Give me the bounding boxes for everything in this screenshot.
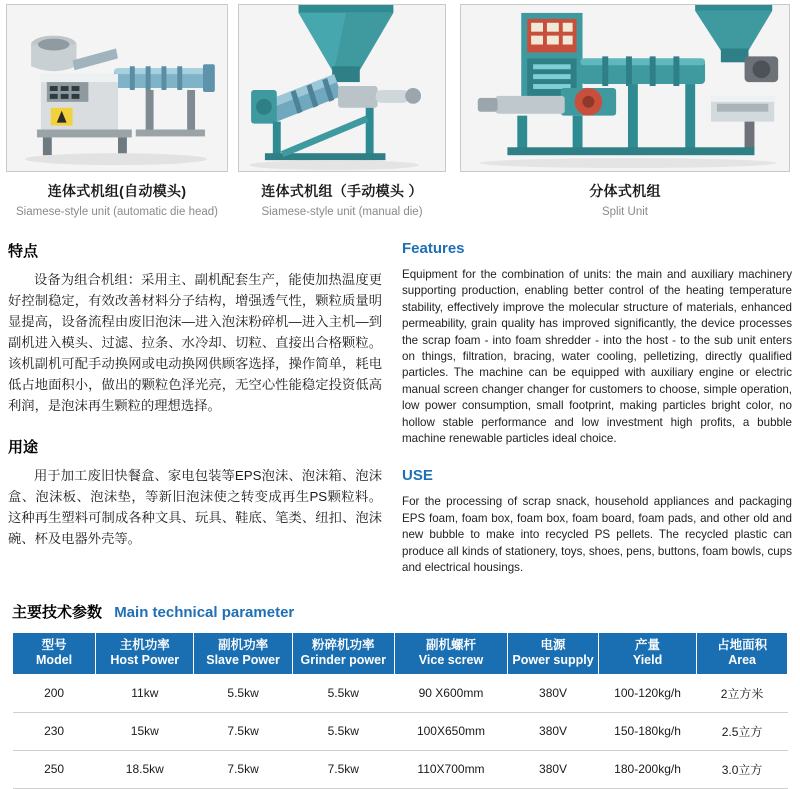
cell-model: 250 [13, 750, 96, 788]
cell-yield: 100-120kg/h [598, 674, 696, 712]
product-caption-cn-2: 连体式机组（手动模头 ） [261, 183, 423, 199]
features-body-en: Equipment for the combination of units: the main and auxiliary machinery supporting production, enabling better control of the heating temperature stability, effectively improve the molecular structure of materials, enhanced permeability, grain quality has improved significantly, the device processes the scrap foam - into foam shredder - into the host - to the sub unit enters on things, filtration, bracing, water cooling, pelletizing, directly qualified particles. The machine can be equipped with auxiliary engine or electric manual screen changer changer for customers to choose, simple operation, low power consumption, small footprint, making particles bright color, no hollow stable performance and low investment high profits, a bubble machine renewable particles ideal choice. [402, 268, 792, 446]
spacer [402, 447, 792, 467]
table-header-grinder-power: 粉碎机功率 Grinder power [292, 632, 394, 674]
parameters-title [12, 601, 800, 622]
table-header-area: 占地面积 Area [697, 632, 788, 674]
table-header-yield: 产量 Yield [598, 632, 696, 674]
cell-power-supply: 380V [508, 750, 599, 788]
cell-host-power: 11kw [96, 674, 194, 712]
product-caption-en-2: Siamese-style unit (manual die) [261, 206, 423, 218]
use-heading-cn: 用途 [8, 439, 39, 456]
product-caption-en-3: Split Unit [601, 206, 649, 218]
product-card-2 [238, 4, 446, 218]
cell-area: 2.5立方 [697, 712, 788, 750]
product-gallery [0, 0, 800, 218]
parameters-title-cn: 主要技术参数 [12, 603, 103, 621]
cell-vice-screw: 110X700mm [394, 750, 507, 788]
table-header-power-supply: 电源 Power supply [508, 632, 599, 674]
cell-grinder-power: 7.5kw [292, 750, 394, 788]
cell-slave-power: 7.5kw [194, 750, 292, 788]
siamese-automatic-die-head-illustration [7, 5, 227, 171]
spacer [8, 416, 382, 436]
cell-slave-power: 7.5kw [194, 712, 292, 750]
use-body-en: For the processing of scrap snack, household appliances and packaging EPS foam, foam box, foam box, foam board, foam pads, and other old and new bubble to make into recycled PS pellets. The recycled plastic can produce all kinds of stationery, toys, shoes, pens, buttons, foam bowls, cups and electrical housings. [402, 495, 792, 575]
cell-slave-power: 5.5kw [194, 674, 292, 712]
cell-yield: 150-180kg/h [598, 712, 696, 750]
cell-grinder-power: 5.5kw [292, 712, 394, 750]
cell-host-power: 18.5kw [96, 750, 194, 788]
siamese-manual-die-illustration [239, 5, 445, 171]
description-columns [0, 240, 800, 577]
table-header-slave-power: 副机功率 Slave Power [194, 632, 292, 674]
cell-vice-screw: 90 X600mm [394, 674, 507, 712]
table-body [13, 674, 788, 788]
table-header-model: 型号 Model [13, 632, 96, 674]
product-photo-2[interactable] [238, 4, 446, 172]
cell-grinder-power: 5.5kw [292, 674, 394, 712]
parameters-title-en: Main technical parameter [114, 603, 295, 621]
english-text-column [400, 240, 792, 577]
cell-model: 200 [13, 674, 96, 712]
cell-power-supply: 380V [508, 712, 599, 750]
features-heading-cn: 特点 [8, 243, 39, 260]
table-header-vice-screw: 副机螺杆 Vice screw [394, 632, 507, 674]
cell-area: 2立方米 [697, 674, 788, 712]
features-body-cn: 设备为组合机组：采用主、副机配套生产，能使加热温度更好控制稳定，有效改善材料分子结构，增强透气性，颗粒质量明显提高，设备流程由废旧泡沫—进入泡沫粉碎机—进入主机—到副机进入模头、过滤、拉条、水冷却、切粒、直接出合格颗粒。该机副机可配手动换网或电动换网供顾客选择，操作简单，耗电低占地面积小，做出的颗粒色泽光亮，无空心性能稳定投资低高利润，是泡沫再生颗粒的理想选择。 [8, 272, 382, 413]
table-header-row [13, 632, 788, 674]
split-unit-illustration [461, 5, 789, 171]
cell-power-supply: 380V [508, 674, 599, 712]
cell-model: 230 [13, 712, 96, 750]
product-caption-cn-3: 分体式机组 [589, 183, 661, 199]
product-caption-cn-1: 连体式机组(自动模头) [47, 183, 187, 199]
use-heading-en: USE [402, 467, 433, 485]
cell-vice-screw: 100X650mm [394, 712, 507, 750]
cell-area: 3.0立方 [697, 750, 788, 788]
chinese-text-column [8, 240, 400, 577]
table-row [13, 674, 788, 712]
cell-yield: 180-200kg/h [598, 750, 696, 788]
cell-host-power: 15kw [96, 712, 194, 750]
use-body-cn: 用于加工废旧快餐盒、家电包装等EPS泡沫、泡沫箱、泡沫盒、泡沫板、泡沫垫，等新旧泡沫使之转变成再生PS颗粒料。这种再生塑料可制成各种文具、玩具、鞋底、笔类、纽扣、泡沫碗、杯及电器外壳等。 [8, 468, 382, 546]
table-header-host-power: 主机功率 Host Power [96, 632, 194, 674]
features-heading-en: Features [402, 240, 465, 257]
product-photo-3[interactable] [460, 4, 790, 172]
product-card-3 [460, 4, 790, 218]
table-row [13, 712, 788, 750]
technical-parameter-table [12, 632, 788, 789]
product-photo-1[interactable] [6, 4, 228, 172]
product-card-1 [6, 4, 228, 218]
table-row [13, 750, 788, 788]
product-caption-en-1: Siamese-style unit (automatic die head) [16, 206, 218, 218]
